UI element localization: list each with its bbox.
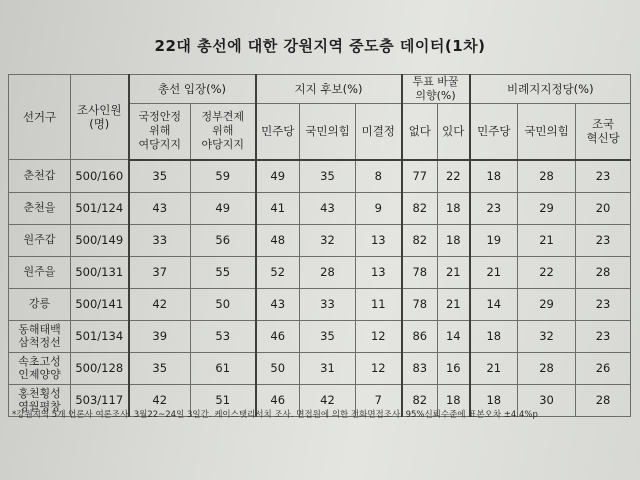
- cell-stance-opposition: 61: [191, 352, 256, 384]
- cell-pr-cho: 28: [576, 384, 631, 416]
- cell-support-dem: 41: [256, 192, 300, 224]
- cell-change-yes: 18: [438, 192, 470, 224]
- poll-table: [8, 74, 631, 417]
- cell-district: 속초고성 인제양양: [9, 352, 71, 384]
- cell-change-yes: 21: [438, 288, 470, 320]
- cell-sample: 500/160: [71, 160, 129, 193]
- cell-pr-ppp: 30: [518, 384, 576, 416]
- cell-district: 원주을: [9, 256, 71, 288]
- header-stance-ruling: 국정안정 위해 여당지지: [129, 103, 191, 160]
- cell-change-no: 82: [402, 384, 438, 416]
- cell-support-ppp: 35: [300, 160, 356, 193]
- header-support-ppp: 국민의힘: [300, 103, 356, 160]
- cell-pr-cho: 28: [576, 256, 631, 288]
- cell-stance-opposition: 51: [191, 384, 256, 416]
- cell-sample: 500/131: [71, 256, 129, 288]
- cell-support-dem: 46: [256, 320, 300, 352]
- cell-change-yes: 14: [438, 320, 470, 352]
- cell-pr-ppp: 29: [518, 192, 576, 224]
- table-row: [9, 320, 631, 352]
- cell-support-undecided: 13: [356, 224, 402, 256]
- cell-pr-cho: 26: [576, 352, 631, 384]
- cell-stance-ruling: 43: [129, 192, 191, 224]
- cell-stance-ruling: 42: [129, 288, 191, 320]
- cell-support-dem: 43: [256, 288, 300, 320]
- cell-pr-dem: 19: [470, 224, 518, 256]
- cell-support-ppp: 35: [300, 320, 356, 352]
- cell-support-undecided: 9: [356, 192, 402, 224]
- table-row: [9, 160, 631, 193]
- cell-pr-dem: 21: [470, 352, 518, 384]
- table-row: [9, 256, 631, 288]
- footnote: *강원지역 5개 언론사 여론조사. 3월22~24일 3일간. 케이스탯리서치 조사. 면접원에 의한 전화면접조사. 95%신뢰수준에 표본오차 ±4.4%p: [12, 410, 538, 420]
- cell-stance-ruling: 37: [129, 256, 191, 288]
- header-pr-dem: 민주당: [470, 103, 518, 160]
- cell-change-yes: 16: [438, 352, 470, 384]
- header-change-yes: 있다: [438, 103, 470, 160]
- cell-support-dem: 52: [256, 256, 300, 288]
- cell-support-ppp: 33: [300, 288, 356, 320]
- cell-sample: 500/141: [71, 288, 129, 320]
- header-support-dem: 민주당: [256, 103, 300, 160]
- cell-support-undecided: 13: [356, 256, 402, 288]
- header-support-undecided: 미결정: [356, 103, 402, 160]
- cell-sample: 503/117: [71, 384, 129, 416]
- cell-sample: 501/134: [71, 320, 129, 352]
- header-group-vote-change: 투표 바꿀 의향(%): [402, 75, 470, 104]
- table-row: [9, 224, 631, 256]
- cell-change-no: 78: [402, 288, 438, 320]
- document-title: 22대 총선에 대한 강원지역 중도층 데이터(1차): [154, 37, 486, 55]
- cell-district: 춘천갑: [9, 160, 71, 193]
- header-group-pr: 비례지지정당(%): [470, 75, 631, 104]
- table-row: [9, 192, 631, 224]
- cell-sample: 500/149: [71, 224, 129, 256]
- cell-support-undecided: 12: [356, 352, 402, 384]
- cell-stance-ruling: 35: [129, 160, 191, 193]
- cell-stance-ruling: 35: [129, 352, 191, 384]
- cell-pr-dem: 21: [470, 256, 518, 288]
- cell-support-undecided: 7: [356, 384, 402, 416]
- cell-sample: 500/128: [71, 352, 129, 384]
- cell-change-no: 78: [402, 256, 438, 288]
- cell-support-dem: 48: [256, 224, 300, 256]
- cell-pr-ppp: 32: [518, 320, 576, 352]
- cell-stance-ruling: 33: [129, 224, 191, 256]
- cell-support-undecided: 12: [356, 320, 402, 352]
- cell-pr-dem: 14: [470, 288, 518, 320]
- cell-support-dem: 50: [256, 352, 300, 384]
- cell-sample: 501/124: [71, 192, 129, 224]
- cell-support-ppp: 31: [300, 352, 356, 384]
- cell-district: 춘천을: [9, 192, 71, 224]
- header-stance-opposition: 정부견제 위해 야당지지: [191, 103, 256, 160]
- cell-pr-cho: 23: [576, 160, 631, 193]
- header-pr-cho: 조국 혁신당: [576, 103, 631, 160]
- cell-pr-cho: 23: [576, 224, 631, 256]
- cell-support-dem: 49: [256, 160, 300, 193]
- cell-support-undecided: 11: [356, 288, 402, 320]
- cell-district: 동해태백 삼척정선: [9, 320, 71, 352]
- cell-support-dem: 46: [256, 384, 300, 416]
- cell-change-no: 86: [402, 320, 438, 352]
- cell-pr-cho: 20: [576, 192, 631, 224]
- cell-stance-opposition: 50: [191, 288, 256, 320]
- header-sample: 조사인원 (명): [71, 75, 129, 160]
- header-change-no: 없다: [402, 103, 438, 160]
- table-row: [9, 288, 631, 320]
- cell-stance-opposition: 53: [191, 320, 256, 352]
- cell-change-yes: 18: [438, 384, 470, 416]
- cell-pr-ppp: 28: [518, 352, 576, 384]
- cell-change-yes: 21: [438, 256, 470, 288]
- cell-change-no: 83: [402, 352, 438, 384]
- header-group-support: 지지 후보(%): [256, 75, 402, 104]
- cell-pr-ppp: 22: [518, 256, 576, 288]
- header-district: 선거구: [9, 75, 71, 160]
- header-group-stance: 총선 입장(%): [129, 75, 256, 104]
- cell-stance-opposition: 49: [191, 192, 256, 224]
- cell-change-no: 82: [402, 192, 438, 224]
- cell-stance-opposition: 56: [191, 224, 256, 256]
- cell-district: 원주갑: [9, 224, 71, 256]
- cell-pr-ppp: 29: [518, 288, 576, 320]
- header-pr-ppp: 국민의힘: [518, 103, 576, 160]
- cell-change-no: 77: [402, 160, 438, 193]
- cell-pr-dem: 18: [470, 384, 518, 416]
- cell-stance-ruling: 39: [129, 320, 191, 352]
- cell-support-ppp: 42: [300, 384, 356, 416]
- cell-pr-ppp: 21: [518, 224, 576, 256]
- cell-support-undecided: 8: [356, 160, 402, 193]
- table-row: [9, 352, 631, 384]
- cell-change-yes: 18: [438, 224, 470, 256]
- cell-pr-dem: 23: [470, 192, 518, 224]
- cell-change-no: 82: [402, 224, 438, 256]
- cell-stance-opposition: 59: [191, 160, 256, 193]
- cell-pr-ppp: 28: [518, 160, 576, 193]
- cell-stance-opposition: 55: [191, 256, 256, 288]
- cell-pr-cho: 23: [576, 320, 631, 352]
- cell-pr-dem: 18: [470, 320, 518, 352]
- cell-support-ppp: 43: [300, 192, 356, 224]
- cell-pr-cho: 23: [576, 288, 631, 320]
- cell-district: 강릉: [9, 288, 71, 320]
- cell-support-ppp: 28: [300, 256, 356, 288]
- cell-support-ppp: 32: [300, 224, 356, 256]
- cell-pr-dem: 18: [470, 160, 518, 193]
- cell-stance-ruling: 42: [129, 384, 191, 416]
- cell-change-yes: 22: [438, 160, 470, 193]
- cell-district: 홍천횡성 영월평창: [9, 384, 71, 416]
